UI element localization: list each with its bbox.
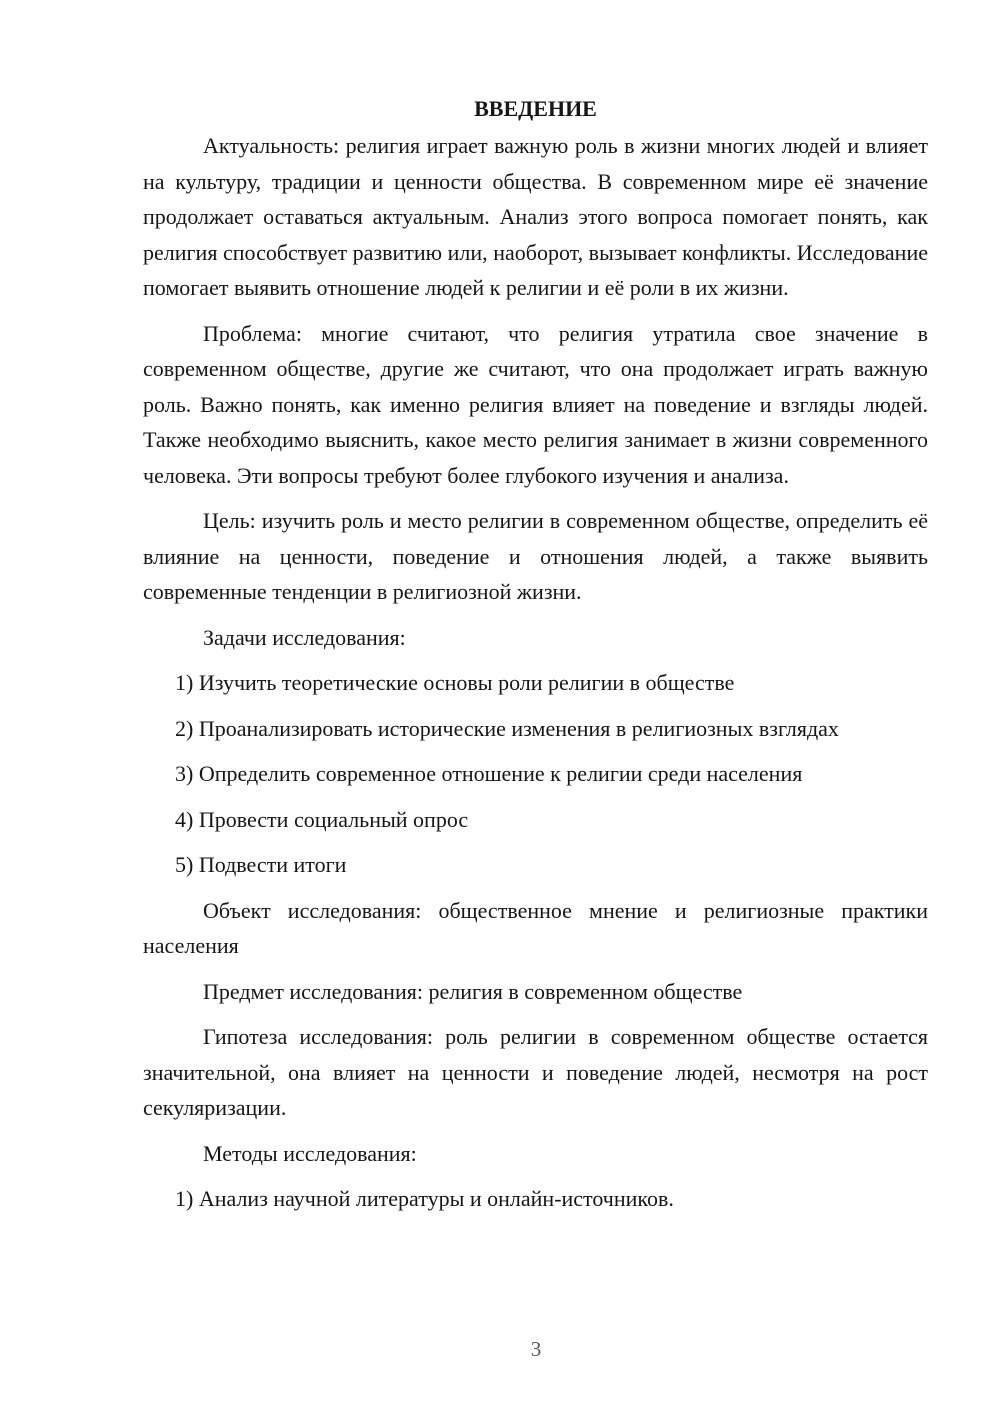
task-item-1: 1) Изучить теоретические основы роли религии в обществе <box>175 670 735 695</box>
page-title: ВВЕДЕНИЕ <box>474 96 597 121</box>
relevance-paragraph: Актуальность: религия играет важную роль в жизни многих людей и влияет на культуру, традиции и ценности общества. В современном мире её значение продолжает оставаться актуальным. Анализ этого вопроса помогает понять, как религия способствует развитию или, наоборот, вызывает конфликты. Исследование помогает выявить отношение людей к религии и её роли в их жизни. <box>143 133 928 300</box>
method-item-1: 1) Анализ научной литературы и онлайн-источников. <box>175 1186 674 1211</box>
task-item-3: 3) Определить современное отношение к религии среди населения <box>175 761 803 786</box>
goal-paragraph: Цель: изучить роль и место религии в современном обществе, определить её влияние на ценности, поведение и отношения людей, а также выявить современные тенденции в религиозной жизни. <box>143 508 928 604</box>
hypothesis-paragraph: Гипотеза исследования: роль религии в современном обществе остается значительной, она влияет на ценности и поведение людей, несмотря на рост секуляризации. <box>143 1024 928 1120</box>
task-item-5: 5) Подвести итоги <box>175 852 347 877</box>
tasks-heading: Задачи исследования: <box>203 624 406 650</box>
task-item-2: 2) Проанализировать исторические изменения в религиозных взглядах <box>175 715 839 741</box>
object-paragraph: Объект исследования: общественное мнение и религиозные практики населения <box>143 897 928 958</box>
methods-heading: Методы исследования: <box>203 1140 417 1166</box>
problem-paragraph: Проблема: многие считают, что религия утратила свое значение в современном обществе, другие же считают, что она продолжает играть важную роль. Важно понять, как именно религия влияет на поведение и взгляды людей. Также необходимо выяснить, какое место религия занимает в жизни современного человека. Эти вопросы требуют более глубокого изучения и анализа. <box>143 320 928 488</box>
page-number: 3 <box>530 1337 542 1361</box>
page-content <box>143 96 928 1227</box>
task-item-4: 4) Провести социальный опрос <box>175 806 469 832</box>
subject-paragraph: Предмет исследования: религия в современном обществе <box>203 978 743 1004</box>
